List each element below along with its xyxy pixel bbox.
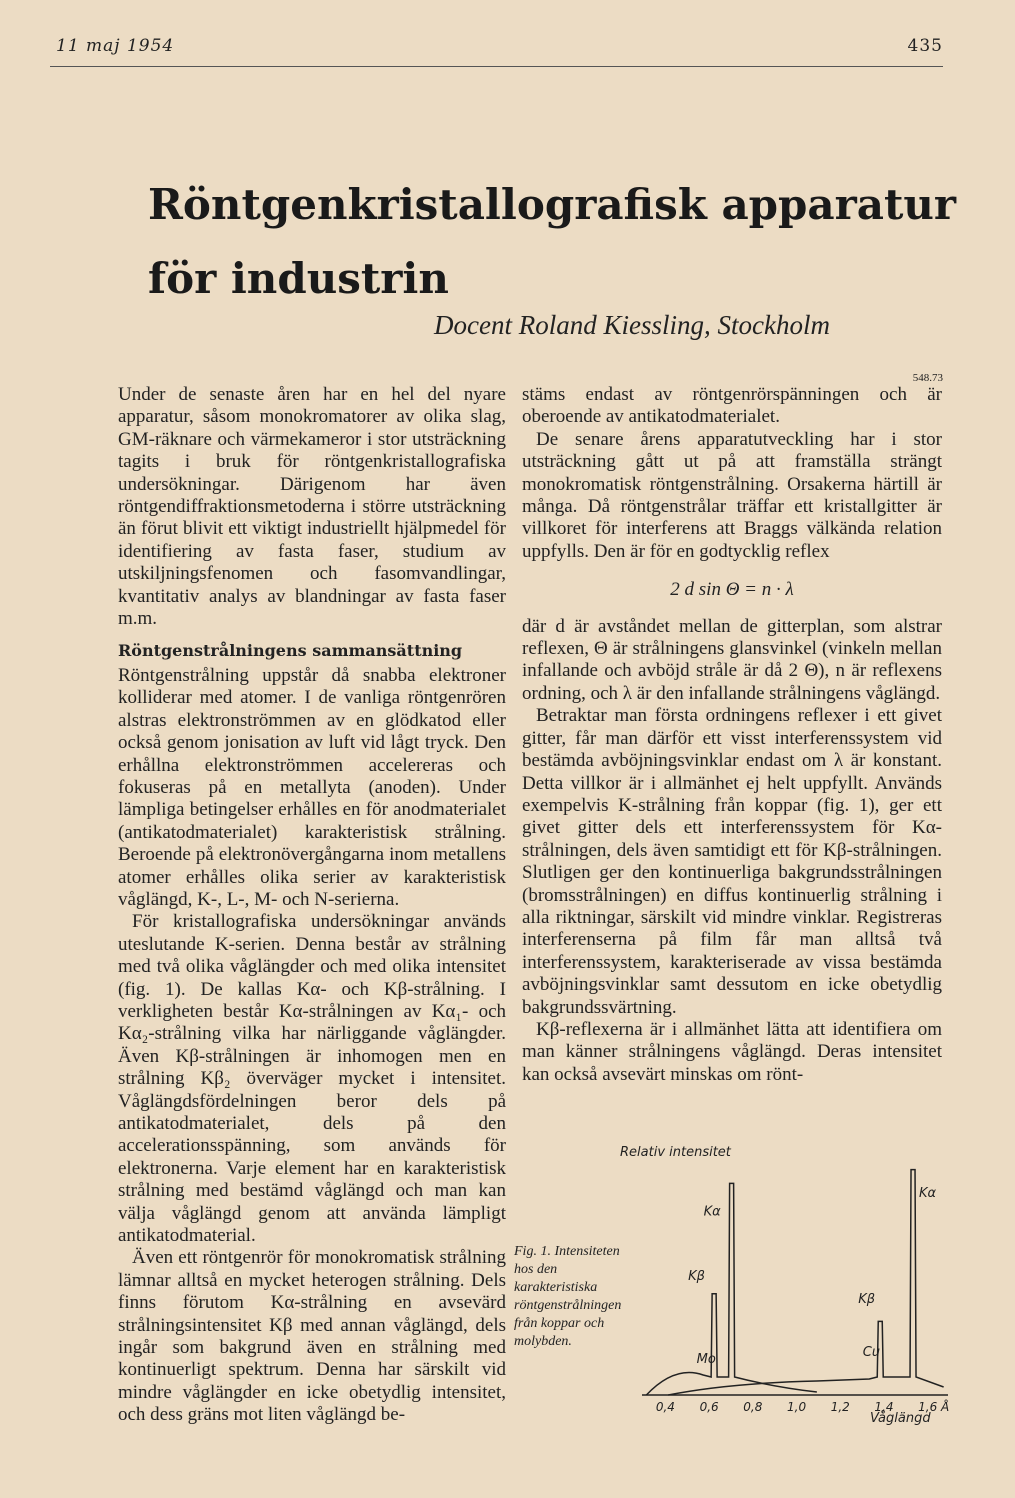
article-title: [148, 168, 956, 316]
paragraph: Röntgenstrålning uppstår då snabba elektroner kolliderar med atomer. I de vanliga röntgenrören alstras elektronströmmen av en glödkatod eller också genom jonisation av luft vid lågt tryck. Den erhållna elektronströmmen accelereras och fokuseras på en metallyta (anoden). Under lämpliga betingelser erhålles en för anodmaterialet (antikatodmaterialet) karakteristisk strålning. Beroende på elektronövergångarna inom metallens atomer erhålles olika serier av karakteristisk våglängd, K-, L-, M- och N-serierna.: [118, 664, 506, 910]
mo-kbeta-label: Kβ: [688, 1269, 705, 1284]
x-tick-label: 1,4: [874, 1400, 894, 1414]
page-number: 435: [907, 36, 943, 56]
paragraph: Under de senaste åren har en hel del nyare apparatur, såsom monokromatorer av olika slag, GM-räknare och värmekameror i stor utsträckning tagits i bruk för röntgenkristallografiska undersökningar. Därigenom har även röntgendiffraktionsmetoderna i större utsträckning än förut blivit ett viktigt industriellt hjälpmedel för identifiering av fasta faser, studium av utskiljningsfenomen och fasomvandlingar, kvantitativ analys av blandningar av fasta faser m.m.: [118, 384, 506, 630]
paragraph: Kβ-reflexerna är i allmänhet lätta att identifiera om man känner strålningens våglängd. Deras intensitet kan också avsevärt minskas om rönt-: [522, 1018, 942, 1085]
bragg-formula: 2 d sin Θ = n · λ: [670, 579, 794, 601]
x-tick-label: 1,2: [830, 1400, 850, 1414]
x-tick-label: 0,8: [743, 1400, 763, 1414]
classification-number: 548.73: [912, 372, 943, 384]
x-tick-label: 0,4: [655, 1400, 675, 1414]
mo-kalpha-label: Kα: [703, 1204, 721, 1220]
running-header-date: 11 maj 1954: [56, 36, 175, 56]
cu-kalpha-label: Kα: [919, 1186, 937, 1202]
title-line-1: Röntgenkristallografisk apparatur: [148, 180, 957, 229]
paragraph: stäms endast av röntgenrörspänningen och är oberoende av antikatodmaterialet.: [522, 384, 942, 428]
paragraph: där d är avståndet mellan de gitterplan, som alstrar reflexen, Θ är strålningens glansvinkel (vinkeln mellan infallande och avböjd stråle är då 2 Θ), n är reflexens ordning, och λ är den infallande strålningens våglängd.: [522, 615, 942, 704]
left-column: [118, 384, 506, 1427]
title-line-2: för industrin: [148, 254, 449, 303]
paragraph: För kristallografiska undersökningar används uteslutande K-serien. Denna består av strålning med två olika våglängder och med olika intensitet (fig. 1). De kallas Kα- och Kβ-strålning. I verkligheten består Kα-strålningen av Kα₁- och Kα₂-strålning vilka har närliggande våglängder. Även Kβ-strålningen är inhomogen men en strålning Kβ₂ överväger mycket i intensitet. Våglängdsfördelningen beror dels på antikatodmaterialet, dels på den accelerationsspänning, som används för elektronerna. Varje element har en karakteristisk strålning med bestämd våglängd och man kan välja våglängd genom att använda lämpligt antikatodmaterial.: [118, 911, 506, 1247]
paragraph: Betraktar man första ordningens reflexer i ett givet gitter, får man därför ett visst interferenssystem vid bestämda avböjningsvinklar endast om λ är konstant. Detta villkor är i allmänhet ej helt uppfyllt. Används exempelvis K-strålning från koppar (fig. 1), ger ett givet gitter dels ett interferenssystem för Kα-strålningen, dels även samtidigt ett för Kβ-strålningen. Slutligen ger den kontinuerliga bakgrundsstrålningen (bromsstrålningen) en diffus kontinuerlig strålning i alla riktningar, särskilt vid mindre vinklar. Registreras interferenserna på film får man alltså två interferenssystem, karakteriserade av vissa bestämda avböjningsvinklar samt dessutom en icke obetydlig bakgrundssvärtning.: [522, 705, 942, 1018]
y-axis-label: Relativ intensitet: [620, 1145, 731, 1160]
mo-spectrum-line: [646, 1183, 816, 1395]
x-tick-label: 1,0: [787, 1400, 807, 1414]
figure-caption: Fig. 1. Intensiteten hos den karakteristiska röntgenstrålningen från koppar och molybden.: [514, 1244, 622, 1349]
paragraph: De senare årens apparatutveckling har i stor utsträckning gått ut på att framställa strängt monokromatisk röntgenstrålning. Orsakerna härtill är många. Då röntgenstrålar träffar ett kristallgitter är villkoret för interferens att Braggs välkända relation uppfylls. Den är för en godtycklig reflex: [522, 428, 942, 562]
header-rule: [50, 66, 943, 67]
right-column: [522, 384, 942, 1086]
x-axis-label: Våglängd: [870, 1411, 931, 1425]
x-tick-label: 1,6 Å: [918, 1400, 950, 1414]
spectrum-chart: [600, 1140, 960, 1425]
cu-continuum-label: Cu: [862, 1344, 881, 1360]
paragraph: Även ett röntgenrör för monokromatisk strålning lämnar alltså en mycket heterogen strålning. Dels finns förutom Kα-strålning en avsevärd strålningsintensitet Kβ med annan våglängd, dels ingår som bakgrund även en strålning med kontinuerligt spektrum. Denna har särskilt vid mindre våglängder en icke obetydlig intensitet, och dess gräns mot liten våglängd be-: [118, 1247, 506, 1426]
section-heading: Röntgenstrålningens sammansättning: [118, 641, 463, 661]
x-tick-label: 0,6: [699, 1400, 719, 1414]
author-byline: Docent Roland Kiessling, Stockholm: [434, 310, 830, 340]
mo-continuum-label: Mo: [696, 1351, 716, 1367]
cu-kbeta-label: Kβ: [858, 1292, 876, 1307]
